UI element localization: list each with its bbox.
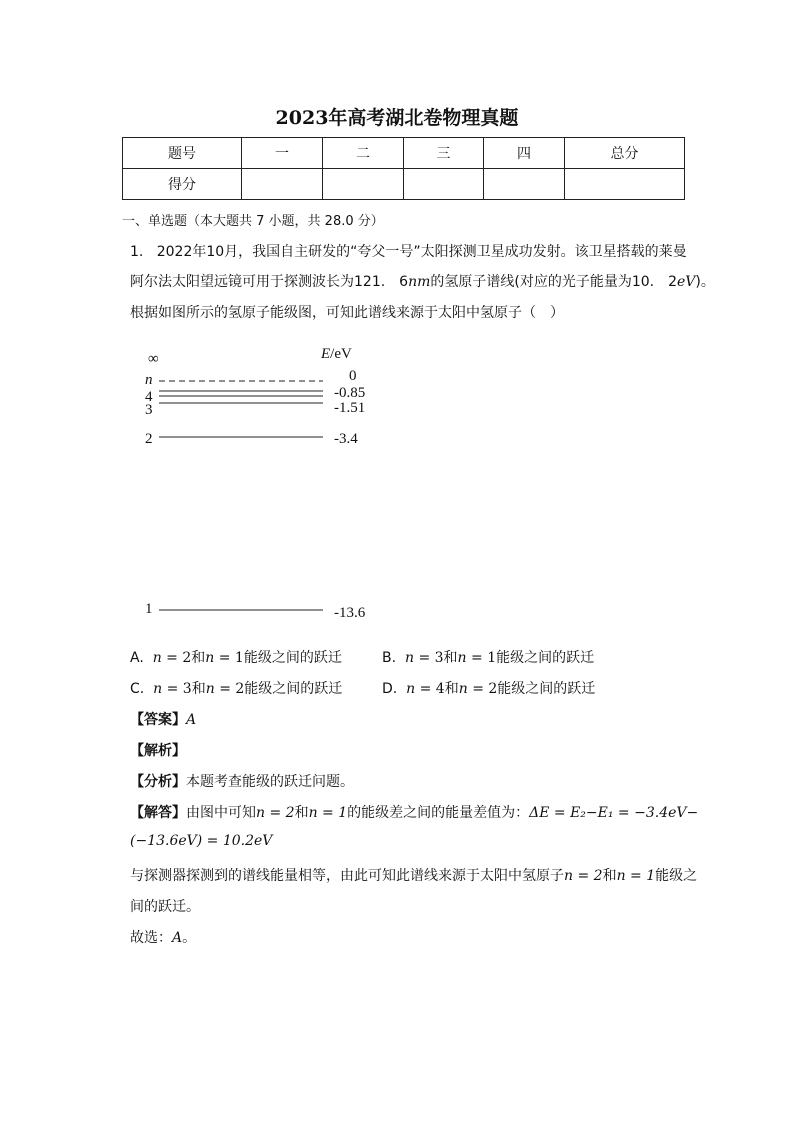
math-expr: n = 2	[256, 805, 295, 821]
option-text: 能级之间的跃迁	[243, 650, 342, 666]
answer-line	[130, 709, 196, 729]
math-expr: n = 1	[308, 805, 348, 821]
table-cell: 总分	[565, 138, 685, 169]
level-energy-label: -1.51	[334, 400, 366, 416]
fenxi-tag: 【分析】	[130, 774, 186, 790]
table-cell: 二	[323, 138, 404, 169]
math-value: = 2	[161, 650, 192, 666]
score-table	[122, 137, 685, 200]
energy-unit: /eV	[330, 346, 352, 362]
energy-symbol: E	[321, 346, 331, 362]
formula: ΔE = E₂−E₁ = −3.4eV−	[529, 805, 699, 821]
energy-level-diagram	[120, 340, 400, 630]
math-expr: n = 2	[564, 868, 603, 884]
final-value: A	[172, 930, 183, 946]
jieda-text: 和	[294, 805, 309, 821]
math-var: n	[458, 681, 468, 697]
math-var: n	[406, 681, 416, 697]
jieda-tag: 【解答】	[130, 805, 186, 821]
score-table-score-row	[123, 169, 685, 200]
math-var: n	[404, 650, 414, 666]
level-n-label: 4	[145, 389, 153, 405]
math-var: n	[205, 681, 215, 697]
infinity-label: ∞	[148, 351, 159, 367]
answer-value: A	[186, 712, 197, 728]
math-var: n	[205, 650, 215, 666]
math-value: = 3	[414, 650, 444, 666]
option-label: C.	[130, 681, 145, 697]
option-text: 和	[191, 681, 206, 697]
table-cell: 四	[484, 138, 565, 169]
level-energy-label: -13.6	[334, 605, 366, 621]
question-line-3: 根据如图所示的氢原子能级图，可知此谱线来源于太阳中氢原子（ ）	[130, 305, 564, 321]
math-var: n	[153, 681, 163, 697]
option-text: 能级之间的跃迁	[244, 681, 343, 697]
level-energy-label: 0	[349, 368, 357, 384]
final-text: 故选：	[130, 930, 172, 946]
option-d[interactable]	[382, 678, 595, 698]
energy-axis-label	[320, 346, 352, 362]
score-input-cell[interactable]	[404, 169, 484, 200]
math-value: = 3	[162, 681, 192, 697]
question-line-2	[130, 271, 715, 291]
level-energy-label: -3.4	[334, 431, 358, 447]
formula: (−13.6eV) = 10.2eV	[130, 833, 273, 849]
level-n-label: 1	[145, 601, 153, 617]
section-heading: 一、单选题（本大题共 7 小题，共 28.0 分）	[122, 214, 384, 229]
score-input-cell[interactable]	[565, 169, 685, 200]
conclusion-text: 和	[602, 868, 617, 884]
option-text: 和	[443, 650, 458, 666]
option-text: 和	[191, 650, 206, 666]
jieda-line-2	[130, 833, 272, 849]
jieda-text: 的能级差之间的能量差值为：	[347, 805, 530, 821]
question-text: 阿尔法太阳望远镜可用于探测波长为121. 6	[130, 274, 409, 290]
level-n-label: n	[145, 372, 153, 388]
conclusion-line-2: 间的跃迁。	[130, 899, 200, 915]
question-text: )。	[695, 274, 715, 290]
question-text: 的氢原子谱线(对应的光子能量为10. 2	[430, 274, 678, 290]
math-expr: n = 1	[616, 868, 656, 884]
question-number: 1.	[130, 244, 144, 260]
level-n-label: 3	[145, 402, 153, 418]
final-answer-line	[130, 927, 196, 947]
question-line-1	[130, 241, 687, 261]
score-table-header-row	[123, 138, 685, 169]
conclusion-text: 与探测器探测到的谱线能量相等，由此可知此谱线来源于太阳中氢原子	[130, 868, 564, 884]
math-var: n	[457, 650, 467, 666]
answer-tag: 【答案】	[130, 712, 186, 728]
math-value: = 2	[214, 681, 245, 697]
unit-text: nm	[408, 274, 431, 290]
table-cell: 题号	[123, 138, 242, 169]
level-energy-label: -0.85	[334, 385, 366, 401]
math-value: = 2	[467, 681, 498, 697]
level-n-label: 2	[145, 431, 153, 447]
option-label: D.	[382, 681, 398, 697]
option-text: 和	[444, 681, 459, 697]
table-cell: 一	[242, 138, 323, 169]
jieda-line-1	[130, 802, 698, 822]
math-value: = 1	[214, 650, 244, 666]
analysis-line	[130, 740, 186, 760]
option-b[interactable]	[382, 647, 594, 667]
analysis-tag: 【解析】	[130, 743, 186, 759]
jieda-text: 由图中可知	[186, 805, 256, 821]
fenxi-line	[130, 771, 354, 791]
final-end: 。	[182, 930, 197, 946]
unit-text: eV	[677, 274, 696, 290]
option-label: A.	[130, 650, 144, 666]
option-text: 能级之间的跃迁	[496, 650, 595, 666]
math-value: = 4	[415, 681, 445, 697]
option-label: B.	[382, 650, 397, 666]
page-title: 2023年高考湖北卷物理真题	[275, 107, 519, 129]
score-input-cell[interactable]	[242, 169, 323, 200]
question-text: 2022年10月，我国自主研发的“夸父一号”太阳探测卫星成功发射。该卫星搭载的莱曼	[156, 244, 687, 260]
math-var: n	[152, 650, 162, 666]
math-value: = 1	[466, 650, 497, 666]
conclusion-text: 能级之	[655, 868, 698, 884]
fenxi-text: 本题考查能级的跃迁问题。	[186, 774, 354, 790]
conclusion-line-1	[130, 865, 697, 885]
option-c[interactable]	[130, 678, 342, 698]
score-input-cell[interactable]	[323, 169, 404, 200]
table-cell: 得分	[123, 169, 242, 200]
option-a[interactable]	[130, 647, 342, 667]
score-input-cell[interactable]	[484, 169, 565, 200]
table-cell: 三	[404, 138, 484, 169]
option-text: 能级之间的跃迁	[497, 681, 596, 697]
